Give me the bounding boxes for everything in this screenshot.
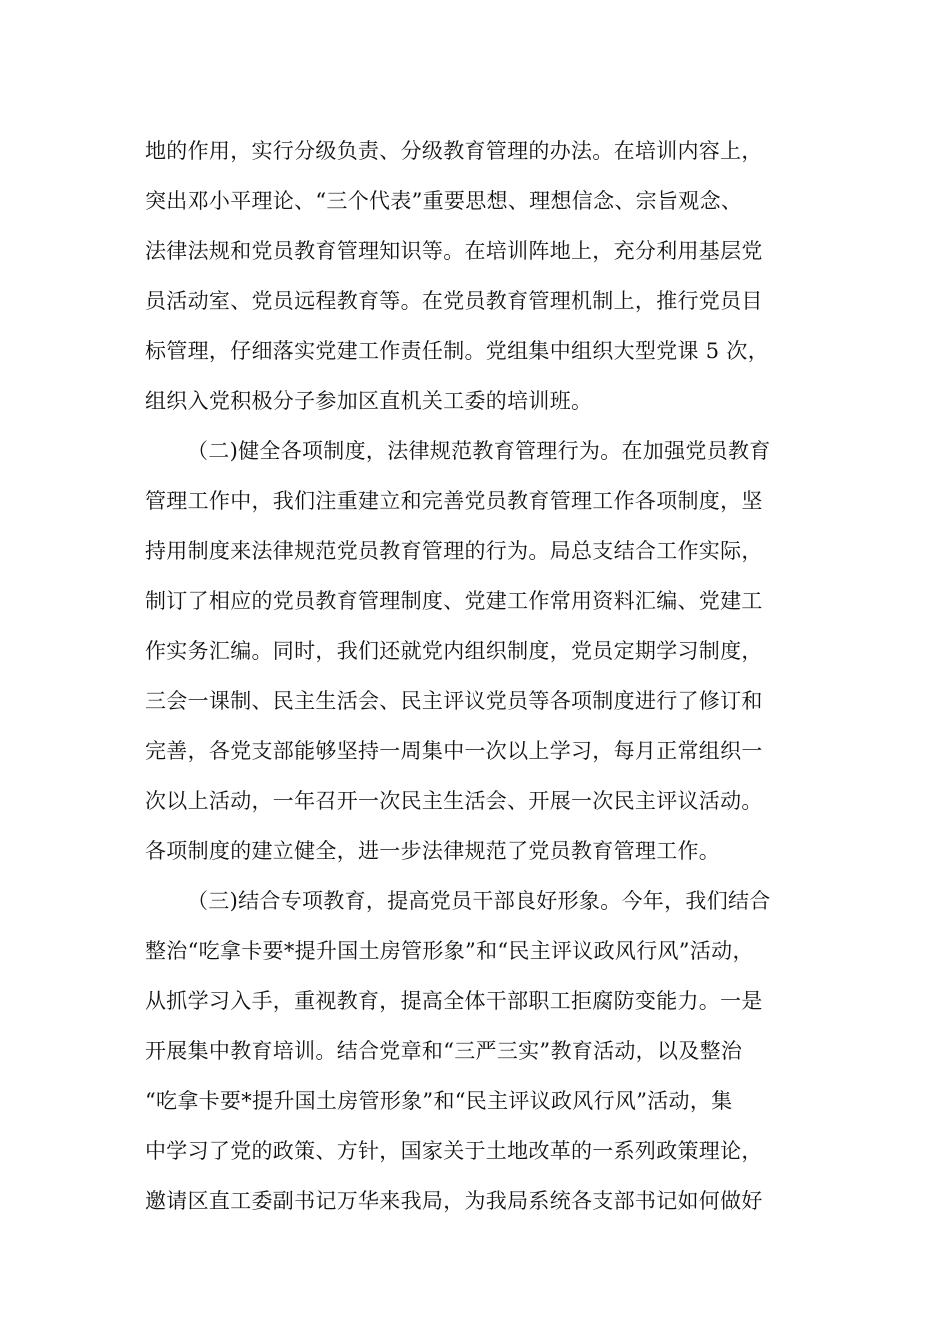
text-line: 次以上活动，一年召开一次民主生活会、开展一次民主评议活动。 (145, 789, 763, 813)
paragraph-heading-line: （三)结合专项教育，提高党员干部良好形象。今年，我们结合 (187, 889, 771, 913)
text-line: 突出邓小平理论、“三个代表”重要思想、理想信念、宗旨观念、 (145, 189, 743, 213)
text-line: 地的作用，实行分级负责、分级教育管理的办法。在培训内容上， (145, 139, 763, 163)
text-line: 中学习了党的政策、方针，国家关于土地改革的一系列政策理论， (145, 1139, 763, 1163)
text-line: 组织入党积极分子参加区直机关工委的培训班。 (145, 389, 593, 413)
text-line: 各项制度的建立健全，进一步法律规范了党员教育管理工作。 (145, 839, 721, 863)
text-line: 从抓学习入手，重视教育，提高全体干部职工拒腐防变能力。一是 (145, 989, 763, 1013)
text-line: 制订了相应的党员教育管理制度、党建工作常用资料汇编、党建工 (145, 589, 763, 613)
text-line: 邀请区直工委副书记万华来我局，为我局系统各支部书记如何做好 (145, 1189, 763, 1213)
text-line: 开展集中教育培训。结合党章和“三严三实”教育活动，以及整治 (145, 1039, 743, 1063)
text-line: 三会一课制、民主生活会、民主评议党员等各项制度进行了修订和 (145, 689, 763, 713)
text-line: 管理工作中，我们注重建立和完善党员教育管理工作各项制度，坚 (145, 489, 763, 513)
text-line: 持用制度来法律规范党员教育管理的行为。局总支结合工作实际， (145, 539, 763, 563)
text-line: 完善，各党支部能够坚持一周集中一次以上学习，每月正常组织一 (145, 739, 763, 763)
text-line: 员活动室、党员远程教育等。在党员教育管理机制上，推行党员目 (145, 289, 763, 313)
text-line: 标管理，仔细落实党建工作责任制。党组集中组织大型党课 5 次， (145, 339, 770, 363)
text-line: 法律法规和党员教育管理知识等。在培训阵地上，充分利用基层党 (145, 239, 763, 263)
text-line: 整治“吃拿卡要*提升国土房管形象”和“民主评议政风行风”活动， (145, 939, 754, 963)
text-line: 作实务汇编。同时，我们还就党内组织制度，党员定期学习制度， (145, 639, 763, 663)
text-line: “吃拿卡要*提升国土房管形象”和“民主评议政风行风”活动，集 (145, 1089, 733, 1113)
paragraph-heading-line: （二)健全各项制度，法律规范教育管理行为。在加强党员教育 (187, 439, 771, 463)
